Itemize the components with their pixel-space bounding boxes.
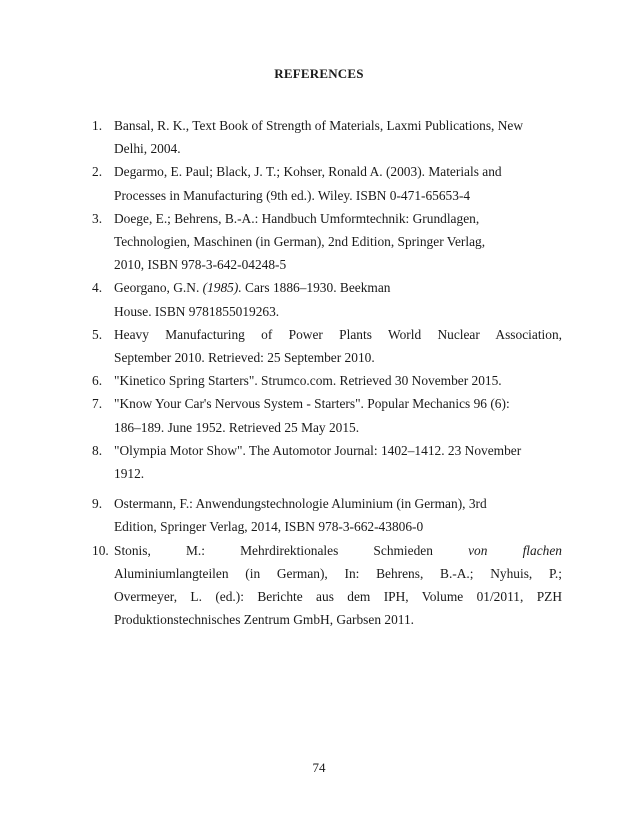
reference-number: 9. [92,496,103,512]
reference-line: Doege, E.; Behrens, B.-A.: Handbuch Umformtechnik: Grundlagen, [114,210,480,226]
reference-item-9 [92,492,562,538]
reference-item-1 [92,114,562,160]
reference-line: "Olympia Motor Show". The Automotor Journal: 1402–1412. 23 November [114,442,522,458]
reference-item-7 [92,392,562,438]
reference-line: September 2010. Retrieved: 25 September 2010. [114,350,375,366]
reference-line: 2010, ISBN 978-3-642-04248-5 [114,257,287,273]
reference-item-2 [92,160,562,206]
reference-line: 1912. [114,466,145,482]
reference-line: Heavy Manufacturing of Power Plants World Nuclear Association, [114,326,562,342]
reference-line: Degarmo, E. Paul; Black, J. T.; Kohser, Ronald A. (2003). Materials and [114,164,502,180]
page-title: REFERENCES [274,66,364,81]
reference-text: Stonis, M.: Mehrdirektionales Schmieden [114,542,469,558]
reference-line: "Know Your Car's Nervous System - Starters". Popular Mechanics 96 (6): [114,396,510,412]
reference-number: 6. [92,373,103,389]
reference-line: Ostermann, F.: Anwendungstechnologie Aluminium (in German), 3rd [114,496,487,512]
reference-line: Technologien, Maschinen (in German), 2nd Edition, Springer Verlag, [114,234,486,250]
reference-line: "Kinetico Spring Starters". Strumco.com. Retrieved 30 November 2015. [114,373,502,389]
reference-text: Georgano, G.N. [114,280,203,296]
reference-list [92,114,562,631]
reference-text: Cars 1886–1930. Beekman [241,280,391,296]
reference-number: 4. [92,280,103,296]
reference-line: Produktionstechnisches Zentrum GmbH, Garbsen 2011. [114,612,415,628]
reference-line [114,539,562,562]
reference-number: 3. [92,210,103,226]
reference-line: Overmeyer, L. (ed.): Berichte aus dem IPH, Volume 01/2011, PZH [114,589,562,605]
reference-number: 10. [92,542,109,558]
reference-item-6 [92,369,562,392]
reference-number: 8. [92,442,103,458]
reference-item-4 [92,276,562,322]
reference-line: Bansal, R. K., Text Book of Strength of Materials, Laxmi Publications, New [114,118,524,133]
reference-text-italic: von flachen [468,542,562,558]
page-number: 74 [312,760,326,775]
reference-item-3 [92,207,562,277]
reference-number: 5. [92,326,103,342]
reference-line: 186–189. June 1952. Retrieved 25 May 2015. [114,419,360,435]
reference-item-10 [92,539,562,632]
reference-line: House. ISBN 9781855019263. [114,303,280,319]
reference-item-8 [92,439,562,485]
reference-line: Aluminiumlangteilen (in German), In: Behrens, B.-A.; Nyhuis, P.; [114,565,562,581]
reference-number: 2. [92,164,103,180]
reference-line [114,276,562,299]
reference-number: 1. [92,118,103,133]
reference-item-5 [92,323,562,369]
reference-line: Edition, Springer Verlag, 2014, ISBN 978-3-662-43806-0 [114,519,424,535]
reference-number: 7. [92,396,103,412]
reference-year: (1985). [202,280,242,296]
reference-line: Delhi, 2004. [114,141,181,157]
reference-line: Processes in Manufacturing (9th ed.). Wiley. ISBN 0-471-65653-4 [114,187,471,203]
